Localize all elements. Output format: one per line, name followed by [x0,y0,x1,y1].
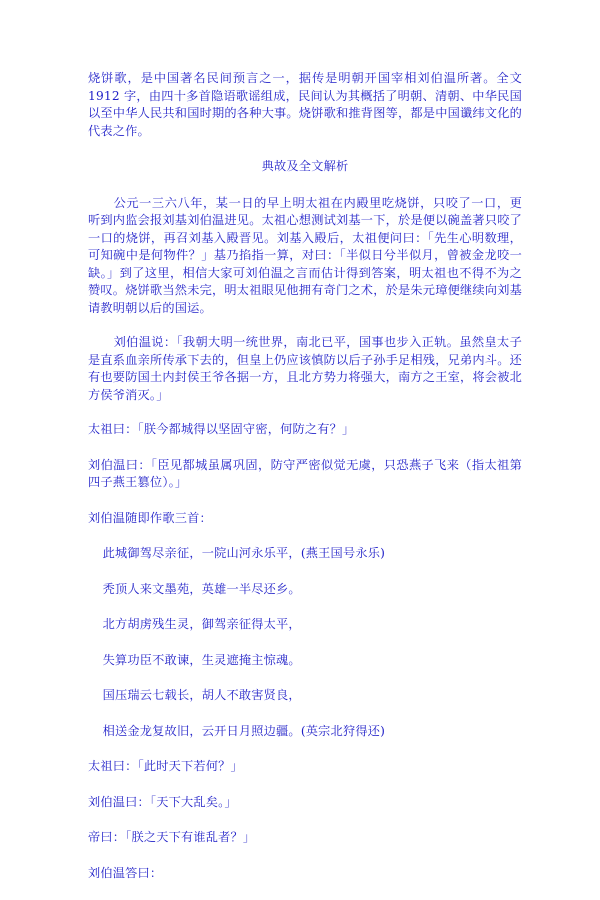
document-page [88,70,522,900]
section-heading: 典故及全文解析 [261,159,349,173]
dialogue-line-1: 太祖曰：「朕今都城得以坚固守密，何防之有？」 [88,422,355,436]
intro-paragraph: 烧饼歌，是中国著名民间预言之一，据传是明朝开国宰相刘伯温所著。全文 1912 字，由四十多首隐语歌谣组成，民间认为其概括了明朝、清朝、中华民国以至中华人民共和国时期的各种大事。烧饼歌和推背图等，都是中国谶纬文化的代表之作。 [88,71,522,138]
poem-line-3: 北方胡虏残生灵，御驾亲征得太平， [102,617,301,631]
dialogue-line-3: 刘伯温随即作歌三首： [88,510,212,525]
dialogue-line-7: 刘伯温答曰： [88,865,163,880]
story-paragraph-2: 刘伯温说：「我朝大明一统世界，南北已平，国事也步入正轨。虽然皇太子是直系血亲所传承下去的，但皇上仍应该慎防以后子孙手足相残，兄弟内斗。还有也要防国土内封侯王爷各据一方，且北方势力将强大，南方之王室，将会被北方侯爷消灭。」 [88,335,522,402]
poem-line-2: 秃顶人来文墨苑，英雄一半尽还乡。 [102,581,301,596]
dialogue-line-2: 刘伯温曰：「臣见都城虽属巩固，防守严密似觉无虞，只恐燕子飞来（指太祖第四子燕王篡位）。」 [88,457,522,489]
poem-line-6: 相送金龙复故旧，云开日月照边疆。(英宗北狩得还) [102,723,386,738]
poem-line-1: 此城御驾尽亲征，一院山河永乐平，(燕王国号永乐) [102,546,386,560]
dialogue-line-4: 太祖曰：「此时天下若何？」 [88,759,243,773]
poem-line-5: 国压瑞云七载长，胡人不敢害贤良， [102,688,301,702]
dialogue-line-6: 帝曰：「朕之天下有谁乱者？」 [88,830,256,844]
poem-line-4: 失算功臣不敢谏，生灵遮掩主惊魂。 [102,652,301,667]
dialogue-line-5: 刘伯温曰：「天下大乱矣。」 [88,794,237,809]
story-paragraph-1: 公元一三六八年，某一日的早上明太祖在内殿里吃烧饼，只咬了一口，更听到内监会报刘基刘伯温进见。太祖心想测试刘基一下，於是便以碗盖著只咬了一口的烧饼，再召刘基入殿晋见。刘基入殿后，太祖便问曰：「先生心明数理，可知碗中是何物件？」基乃掐指一算，对曰：「半似日兮半似月，曾被金龙咬一缺。」到了这里，相信大家可刘伯温之言而估计得到答案，明太祖也不得不为之赞叹。烧饼歌当然未完，明太祖眼见他拥有奇门之术，於是朱元璋便继续向刘基请教明朝以后的国运。 [88,195,522,315]
